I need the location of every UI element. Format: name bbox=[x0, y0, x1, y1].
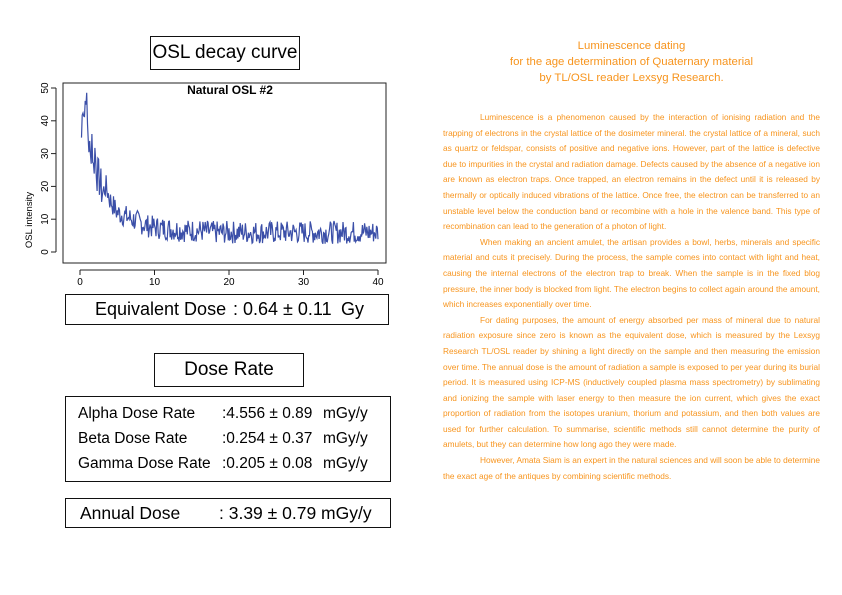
osl-decay-chart bbox=[18, 76, 392, 288]
gamma-dose-rate-unit: mGy/y bbox=[323, 455, 368, 472]
luminescence-article bbox=[443, 38, 820, 484]
annual-dose-value: : 3.39 ± 0.79 mGy/y bbox=[219, 503, 372, 523]
alpha-dose-rate-unit: mGy/y bbox=[323, 405, 368, 422]
article-title-line: Luminescence dating bbox=[577, 40, 686, 52]
article-paragraph: When making an ancient amulet, the artisan provides a bowl, herbs, minerals and specific material and cuts it precisely. During the process, the sample comes into contact with light and heat, causing the internal electrons of the electron trap to break. When the sample is in the fixed blog pressure, the inner body is blocked from light. The electron begins to collect again around the amount, which increases exponentially over time. bbox=[443, 236, 820, 310]
osl-decay-curve-title bbox=[150, 36, 300, 70]
y-axis-label: OSL intensity bbox=[24, 191, 35, 249]
equivalent-dose-box bbox=[65, 294, 389, 325]
article-paragraph: Luminescence is a phenomenon caused by the interaction of ionising radiation and the trapping of electrons in the crystal lattice of the dosimeter mineral. the crystal lattice of a mineral, such as quartz or feldspar, consists of positive and negative ions. However, part of the lattice is defective due to impurities in the crystal and radiation damage. Defects caused by the absence of a negative ion are known as electron traps. Once trapped, an electron remains in the defect until it is released by thermally or optically induced vibrations of the lattice. Once free, the electron can be transferred to an unstable level below the conduction band or recombine with a hole in the valence band. This type of recombination can lead to the generation of a photon of light. bbox=[443, 112, 820, 232]
y-tick-label: 30 bbox=[40, 148, 51, 160]
equivalent-dose-value: : 0.64 ± 0.11 bbox=[233, 299, 332, 319]
x-tick-label: 40 bbox=[372, 277, 384, 288]
article-title-line: for the age determination of Quaternary material bbox=[509, 56, 754, 68]
y-tick-label: 50 bbox=[40, 82, 51, 94]
osl-decay-curve-title-text: OSL decay curve bbox=[152, 42, 298, 63]
chart-title: Natural OSL #2 bbox=[187, 83, 273, 97]
x-tick-label: 20 bbox=[223, 277, 235, 288]
y-tick-label: 20 bbox=[40, 180, 51, 192]
dose-rate-table bbox=[65, 396, 391, 482]
alpha-dose-rate-label: Alpha Dose Rate bbox=[78, 405, 196, 422]
x-tick-label: 0 bbox=[77, 277, 83, 288]
beta-dose-rate-label: Beta Dose Rate bbox=[78, 430, 188, 447]
article-title bbox=[443, 38, 820, 86]
x-tick-label: 30 bbox=[297, 277, 310, 288]
osl-series-line bbox=[82, 93, 379, 244]
gamma-dose-rate-value: :0.205 ± 0.08 bbox=[222, 455, 313, 472]
equivalent-dose-unit: Gy bbox=[341, 299, 365, 319]
annual-dose-box bbox=[65, 498, 391, 528]
article-paragraph: For dating purposes, the amount of energy absorbed per mass of mineral due to natural radiation exposure since zero is known as the equivalent dose, which is measured by the Lexsyg Research TL/OSL reader by shining a light directly on the sample and then measuring the emission over time. The annual dose is the amount of radiation a sample is exposed to per year during its burial period. It is measured using ICP-MS (inductively coupled plasma mass spectrometry) by sublimating and ionizing the sample with laser energy to then measure the ion current, which gives the exact proportion of radiation from the isotopes uranium, thorium and potassium, and then both values are used for further calculation. To summarise, scientific methods still cannot determine the purity of amulets, but they can determine how long ago they were made. bbox=[443, 314, 820, 450]
y-tick-label: 0 bbox=[40, 249, 51, 255]
y-tick-label: 10 bbox=[40, 213, 51, 225]
dose-rate-title bbox=[154, 353, 304, 387]
article-title-line: by TL/OSL reader Lexsyg Research. bbox=[539, 72, 724, 84]
alpha-dose-rate-value: :4.556 ± 0.89 bbox=[222, 405, 313, 422]
dose-rate-title-text: Dose Rate bbox=[184, 359, 274, 380]
equivalent-dose-label: Equivalent Dose bbox=[95, 299, 227, 319]
annual-dose-label: Annual Dose bbox=[80, 503, 181, 523]
x-axis bbox=[77, 270, 384, 288]
beta-dose-rate-value: :0.254 ± 0.37 bbox=[222, 430, 313, 447]
gamma-dose-rate-label: Gamma Dose Rate bbox=[78, 455, 211, 472]
beta-dose-rate-unit: mGy/y bbox=[323, 430, 368, 447]
x-tick-label: 10 bbox=[148, 277, 161, 288]
y-tick-label: 40 bbox=[40, 115, 51, 127]
y-axis bbox=[40, 82, 56, 255]
article-paragraph: However, Amata Siam is an expert in the natural sciences and will soon be able to determine the exact age of the antiques by combining scientific methods. bbox=[443, 455, 820, 481]
